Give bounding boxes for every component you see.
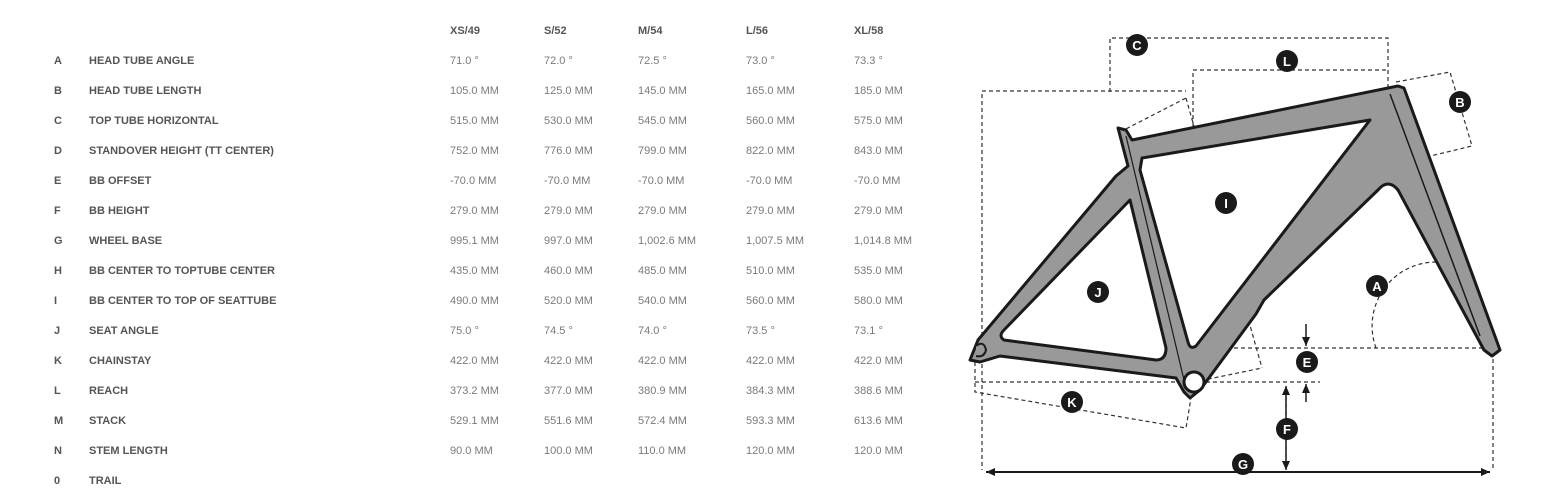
row-value: 422.0 MM: [450, 355, 499, 367]
row-value: 380.9 MM: [638, 385, 687, 397]
table-row: [40, 136, 940, 166]
row-value: 776.0 MM: [544, 145, 593, 157]
row-value: 422.0 MM: [854, 355, 903, 367]
row-label: STACK: [89, 415, 127, 427]
row-value: 100.0 MM: [544, 445, 593, 457]
svg-text:B: B: [1455, 95, 1465, 110]
row-letter: F: [54, 205, 61, 217]
badge-i: [1215, 192, 1237, 214]
size-header: M/54: [638, 25, 663, 37]
row-value: [450, 466, 544, 496]
row-value: 1,002.6 MM: [638, 235, 697, 247]
row-value: 373.2 MM: [450, 385, 499, 397]
table-row: [40, 466, 940, 496]
table-row: [40, 256, 940, 286]
table-row: [40, 196, 940, 226]
row-letter: I: [54, 295, 58, 307]
geometry-table-body: [40, 46, 940, 496]
row-value: 73.5 °: [746, 325, 775, 337]
row-value: 71.0 °: [450, 55, 479, 67]
svg-text:I: I: [1224, 196, 1228, 211]
row-value: 593.3 MM: [746, 415, 795, 427]
row-value: -70.0 MM: [746, 175, 793, 187]
row-label: REACH: [89, 385, 129, 397]
row-value: 90.0 MM: [450, 445, 493, 457]
row-value: 120.0 MM: [746, 445, 795, 457]
row-label: HEAD TUBE LENGTH: [89, 85, 202, 97]
row-value: 74.0 °: [638, 325, 667, 337]
row-label: BB CENTER TO TOP OF SEATTUBE: [89, 295, 277, 307]
svg-text:E: E: [1302, 355, 1312, 370]
row-value: 422.0 MM: [544, 355, 593, 367]
row-value: 551.6 MM: [544, 415, 593, 427]
row-value: 73.1 °: [854, 325, 883, 337]
row-label: STANDOVER HEIGHT (TT CENTER): [89, 145, 274, 157]
row-value: 752.0 MM: [450, 145, 499, 157]
row-value: 279.0 MM: [638, 205, 687, 217]
row-value: 1,007.5 MM: [746, 235, 805, 247]
row-label: CHAINSTAY: [89, 355, 152, 367]
row-value: 510.0 MM: [746, 265, 795, 277]
table-header-row: [40, 16, 940, 46]
table-row: [40, 436, 940, 466]
badge-j: [1087, 281, 1109, 303]
row-value: 384.3 MM: [746, 385, 795, 397]
row-value: -70.0 MM: [450, 175, 497, 187]
row-value: [544, 466, 638, 496]
row-value: 545.0 MM: [638, 115, 687, 127]
row-value: 105.0 MM: [450, 85, 499, 97]
geometry-table: [40, 16, 940, 496]
table-row: [40, 286, 940, 316]
table-row: [40, 46, 940, 76]
row-value: 185.0 MM: [854, 85, 903, 97]
row-value: 520.0 MM: [544, 295, 593, 307]
row-value: 72.5 °: [638, 55, 667, 67]
row-value: 72.0 °: [544, 55, 573, 67]
bike-frame: [970, 86, 1500, 398]
badge-l: [1276, 50, 1298, 72]
size-header: XL/58: [854, 25, 884, 37]
row-label: SEAT ANGLE: [89, 325, 159, 337]
svg-text:G: G: [1237, 457, 1249, 472]
svg-text:L: L: [1283, 54, 1291, 69]
svg-text:C: C: [1132, 38, 1142, 53]
row-value: 822.0 MM: [746, 145, 795, 157]
row-letter: E: [54, 175, 62, 187]
size-header: S/52: [544, 25, 567, 37]
badge-g: [1232, 453, 1254, 475]
row-value: -70.0 MM: [544, 175, 591, 187]
row-value: 529.1 MM: [450, 415, 499, 427]
row-value: 799.0 MM: [638, 145, 687, 157]
row-value: 145.0 MM: [638, 85, 687, 97]
row-value: 580.0 MM: [854, 295, 903, 307]
svg-text:J: J: [1094, 285, 1102, 300]
svg-text:K: K: [1067, 395, 1077, 410]
row-value: 388.6 MM: [854, 385, 903, 397]
table-row: [40, 376, 940, 406]
row-value: 422.0 MM: [638, 355, 687, 367]
svg-text:F: F: [1283, 422, 1291, 437]
badge-b: [1449, 91, 1471, 113]
row-value: 490.0 MM: [450, 295, 499, 307]
row-value: 1,014.8 MM: [854, 235, 913, 247]
row-letter: M: [54, 415, 64, 427]
row-letter: N: [54, 445, 62, 457]
svg-text:A: A: [1372, 279, 1382, 294]
row-value: 515.0 MM: [450, 115, 499, 127]
row-value: 997.0 MM: [544, 235, 593, 247]
row-value: 575.0 MM: [854, 115, 903, 127]
row-value: 435.0 MM: [450, 265, 499, 277]
row-value: 422.0 MM: [746, 355, 795, 367]
row-letter: G: [54, 235, 63, 247]
row-value: 560.0 MM: [746, 295, 795, 307]
row-value: 540.0 MM: [638, 295, 687, 307]
row-label: BB CENTER TO TOPTUBE CENTER: [89, 265, 275, 277]
row-value: 572.4 MM: [638, 415, 687, 427]
row-value: 279.0 MM: [854, 205, 903, 217]
badge-f: [1276, 418, 1298, 440]
table-row: [40, 406, 940, 436]
row-value: 279.0 MM: [450, 205, 499, 217]
row-label: HEAD TUBE ANGLE: [89, 55, 195, 67]
row-value: 560.0 MM: [746, 115, 795, 127]
row-label: WHEEL BASE: [89, 235, 163, 247]
header-letter: [40, 16, 89, 46]
row-letter: J: [54, 325, 61, 337]
row-value: 73.3 °: [854, 55, 883, 67]
row-value: 120.0 MM: [854, 445, 903, 457]
size-header: XS/49: [450, 25, 480, 37]
row-value: 460.0 MM: [544, 265, 593, 277]
table-row: [40, 226, 940, 256]
row-value: 843.0 MM: [854, 145, 903, 157]
row-value: [854, 466, 940, 496]
row-letter: C: [54, 115, 62, 127]
row-value: 485.0 MM: [638, 265, 687, 277]
row-value: -70.0 MM: [854, 175, 901, 187]
table-row: [40, 76, 940, 106]
row-value: 279.0 MM: [544, 205, 593, 217]
row-value: 279.0 MM: [746, 205, 795, 217]
row-label: TRAIL: [89, 475, 122, 487]
table-row: [40, 316, 940, 346]
row-label: TOP TUBE HORIZONTAL: [89, 115, 219, 127]
badge-k: [1061, 391, 1083, 413]
row-letter: D: [54, 145, 62, 157]
row-letter: B: [54, 85, 62, 97]
size-header: L/56: [746, 25, 769, 37]
row-label: STEM LENGTH: [89, 445, 168, 457]
row-value: 535.0 MM: [854, 265, 903, 277]
row-value: 125.0 MM: [544, 85, 593, 97]
row-value: 165.0 MM: [746, 85, 795, 97]
table-row: [40, 166, 940, 196]
header-label: [89, 16, 450, 46]
badge-e: [1296, 351, 1318, 373]
row-letter: 0: [54, 475, 61, 487]
table-row: [40, 106, 940, 136]
row-value: 74.5 °: [544, 325, 573, 337]
badge-c: [1126, 34, 1148, 56]
row-value: 75.0 °: [450, 325, 479, 337]
row-value: 73.0 °: [746, 55, 775, 67]
row-letter: H: [54, 265, 62, 277]
row-letter: K: [54, 355, 62, 367]
row-value: 530.0 MM: [544, 115, 593, 127]
table-row: [40, 346, 940, 376]
row-label: BB HEIGHT: [89, 205, 150, 217]
row-value: -70.0 MM: [638, 175, 685, 187]
row-value: 613.6 MM: [854, 415, 903, 427]
row-value: 110.0 MM: [638, 445, 687, 457]
row-value: [638, 466, 746, 496]
row-letter: A: [54, 55, 62, 67]
row-letter: L: [54, 385, 61, 397]
row-value: 377.0 MM: [544, 385, 593, 397]
badge-a: [1366, 275, 1388, 297]
row-value: [746, 466, 854, 496]
bottom-bracket: [1184, 372, 1204, 392]
row-label: BB OFFSET: [89, 175, 152, 187]
row-value: 995.1 MM: [450, 235, 499, 247]
frame-geometry-diagram: [950, 0, 1545, 502]
